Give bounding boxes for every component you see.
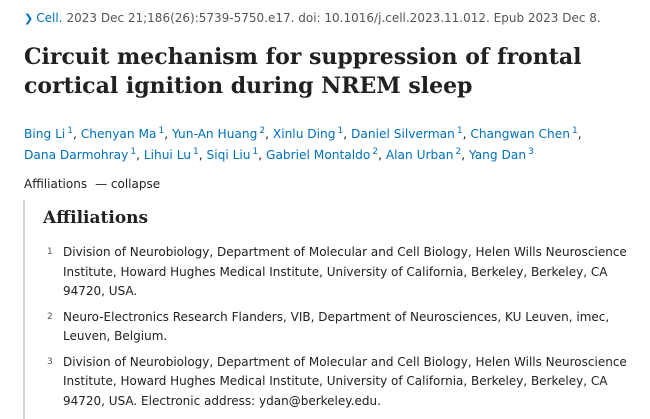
author-link[interactable]: Dana Darmohray [24,148,129,162]
affiliations-heading: Affiliations [43,208,149,228]
author-affiliation-ref[interactable]: 2 [259,125,266,136]
author-link[interactable]: Changwan Chen [470,127,570,141]
affiliation-item [43,243,633,302]
collapse-label: collapse [110,177,161,191]
affiliation-text: Neuro-Electronics Research Flanders, VIB, Department of Neurosciences, KU Leuven, imec, Leuven, Belgium. [63,309,610,343]
journal-link[interactable]: Cell. [36,11,63,25]
article-title: Circuit mechanism for suppression of frontal cortical ignition during NREM sleep [24,44,582,99]
affiliation-text: Division of Neurobiology, Department of Molecular and Cell Biology, Helen Wills Neuroscience Institute, Howard Hughes Medical Institute, University of California, Berkeley, Berkeley, CA 94720, USA. Electronic address: ydan@berkeley.edu. [63,354,627,408]
affiliation-item [43,308,633,347]
author-affiliation-ref[interactable]: 1 [252,146,259,157]
author [144,148,199,162]
author [470,127,577,141]
author-link[interactable]: Yun-An Huang [171,127,258,141]
author-affiliation-ref[interactable]: 1 [337,125,344,136]
affiliation-number: 3 [47,356,53,367]
author [273,127,343,141]
affiliations-toggle-row [24,177,160,191]
dash-icon: — [95,177,108,191]
author-affiliation-ref[interactable]: 1 [158,125,165,136]
author [206,148,258,162]
author-affiliation-ref[interactable]: 1 [571,125,578,136]
author [469,148,534,162]
affiliations-list [43,243,633,417]
author-link[interactable]: Bing Li [24,127,66,141]
author [266,148,378,162]
collapse-affiliations-button[interactable] [95,177,160,191]
author [24,127,73,141]
affiliation-item [43,353,633,412]
author-affiliation-ref[interactable]: 1 [193,146,199,157]
affiliation-number: 1 [47,247,53,257]
author-link[interactable]: Chenyan Ma [80,127,157,141]
author [351,127,463,141]
author-affiliation-ref[interactable]: 1 [67,125,73,136]
affiliations-label: Affiliations [24,177,88,191]
author [24,148,136,162]
author-affiliation-ref[interactable]: 1 [456,125,463,136]
author-affiliation-ref[interactable]: 2 [455,146,462,157]
author-affiliation-ref[interactable]: 1 [130,146,137,157]
author-link[interactable]: Siqi Liu [206,148,251,162]
author-link[interactable]: Xinlu Ding [272,127,336,141]
citation-details: 2023 Dec 21;186(26):5739-5750.e17. doi: 10.1016/j.cell.2023.11.012. Epub 2023 Dec 8. [66,11,601,25]
author-link[interactable]: Gabriel Montaldo [266,148,371,162]
author [386,148,461,162]
author-link[interactable]: Yang Dan [468,148,527,162]
author-link[interactable]: Lihui Lu [143,148,191,162]
author-affiliation-ref[interactable]: 2 [372,146,379,157]
author-affiliation-ref[interactable]: 3 [528,146,534,157]
affiliation-text: Division of Neurobiology, Department of Molecular and Cell Biology, Helen Wills Neuroscience Institute, Howard Hughes Medical Institute, University of California, Berkeley, Berkeley, CA 94720, USA. [63,245,627,298]
author [172,127,265,141]
author-link[interactable]: Alan Urban [385,148,454,162]
author-link[interactable]: Daniel Silverman [351,127,455,141]
affiliations-panel [23,200,650,419]
author [81,127,164,141]
author-list: Bing Li $^1$, Chenyan Ma $^1$, Yun-An Huang $^2$, Xinlu Ding $^1$, Daniel Silverman $^1$, Changwan Chen $^1$, Dana Darmohray $^1$, Lihui Lu $^1$, Siqi Liu $^1$, Gabriel Montaldo $^2$, Alan Urban $^2$, Yang Dan $^3$ [24,125,582,162]
affiliation-number: 2 [47,311,53,322]
chevron-right-icon[interactable]: ❯ [24,12,34,25]
citation-line [24,11,601,25]
